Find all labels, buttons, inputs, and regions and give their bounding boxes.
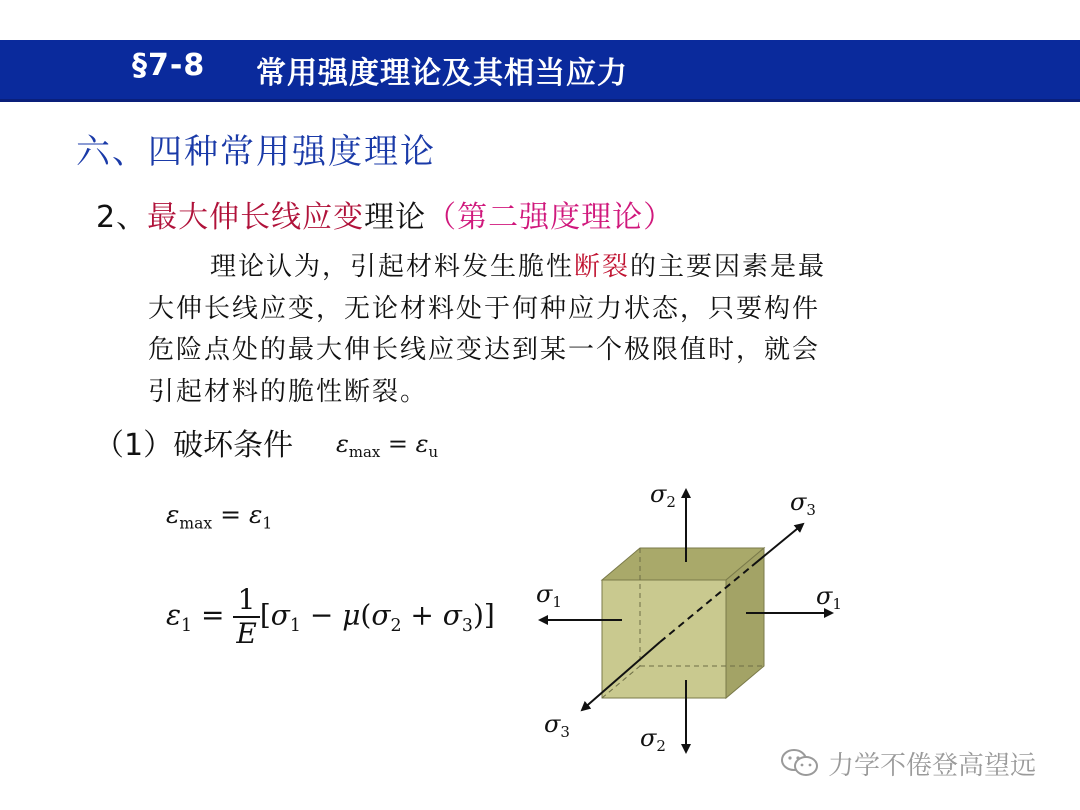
subscript: u (428, 443, 439, 462)
sigma3-top-label: $\sigma_3$ (790, 488, 816, 519)
theory-paragraph (148, 247, 918, 413)
subheading-aside: （第二强度理论） (426, 200, 675, 235)
mu-symbol: μ (342, 598, 361, 632)
sigma-symbol: σ (371, 598, 391, 632)
epsilon-symbol: ε (415, 430, 429, 458)
formula-hooke-law (166, 584, 495, 650)
minus-sign: − (309, 598, 334, 632)
sigma3-bottom-label: $\sigma_3$ (544, 710, 570, 741)
sigma2-top-label: $\sigma_2$ (650, 480, 676, 511)
slide-title: 常用强度理论及其相当应力 (256, 56, 628, 91)
epsilon-symbol: ε (248, 500, 263, 529)
section-number: §7-8 (132, 48, 206, 83)
paragraph-highlight: 断裂 (574, 252, 631, 282)
epsilon-symbol: ε (166, 500, 180, 529)
subscript: max (179, 514, 213, 533)
paragraph-text: 的主要因素是最 (630, 252, 827, 282)
subscript: 2 (390, 615, 402, 636)
sigma-symbol: σ (442, 598, 462, 632)
equals-sign: = (200, 598, 225, 632)
failure-condition-label: （1）破坏条件 (94, 428, 294, 463)
subheading (96, 192, 674, 236)
formula-failure-condition (336, 430, 438, 461)
equals-sign: = (220, 500, 242, 529)
numerator: 1 (233, 584, 259, 618)
title-bar (0, 40, 1080, 102)
subscript: 1 (262, 514, 273, 533)
subscript: 3 (461, 615, 473, 636)
wechat-icon (780, 747, 820, 779)
denominator: E (236, 617, 257, 651)
sigma2-bottom-label: $\sigma_2$ (640, 724, 666, 755)
paragraph-line-4: 引起材料的脆性断裂。 (148, 376, 429, 407)
paragraph-line-3: 危险点处的最大伸长线应变达到某一个极限值时，就会 (148, 335, 821, 365)
plus-sign: + (410, 598, 434, 632)
equals-sign: = (387, 430, 409, 458)
paren: ( (360, 598, 372, 632)
subheading-name: 理论 (364, 200, 427, 235)
paragraph-line-2: 大伸长线应变，无论材料处于何种应力状态，只要构件 (148, 293, 821, 324)
watermark-text: 力学不倦登高望远 (828, 751, 1037, 781)
sigma-symbol: σ (270, 598, 290, 632)
subscript: max (348, 443, 381, 462)
section-heading: 六、四种常用强度理论 (76, 132, 436, 172)
bracket: [ (259, 598, 271, 632)
epsilon-symbol: ε (166, 598, 182, 632)
stress-cube-diagram (520, 470, 860, 770)
subheading-name-red: 最大伸长线应变 (147, 200, 365, 235)
subscript: 1 (289, 615, 301, 636)
formula-max-strain (166, 500, 272, 532)
fraction (233, 584, 259, 650)
subheading-number: 2、 (96, 200, 148, 235)
paragraph-line-1 (148, 247, 918, 289)
epsilon-symbol: ε (336, 430, 349, 458)
sigma1-left-label: $\sigma_1$ (536, 580, 562, 611)
subscript: 1 (181, 615, 193, 636)
paragraph-text: 理论认为，引起材料发生脆性 (210, 252, 575, 282)
bracket: )] (472, 598, 495, 632)
sigma3-top-arrow (752, 524, 803, 566)
sigma1-right-label: $\sigma_1$ (816, 582, 842, 613)
